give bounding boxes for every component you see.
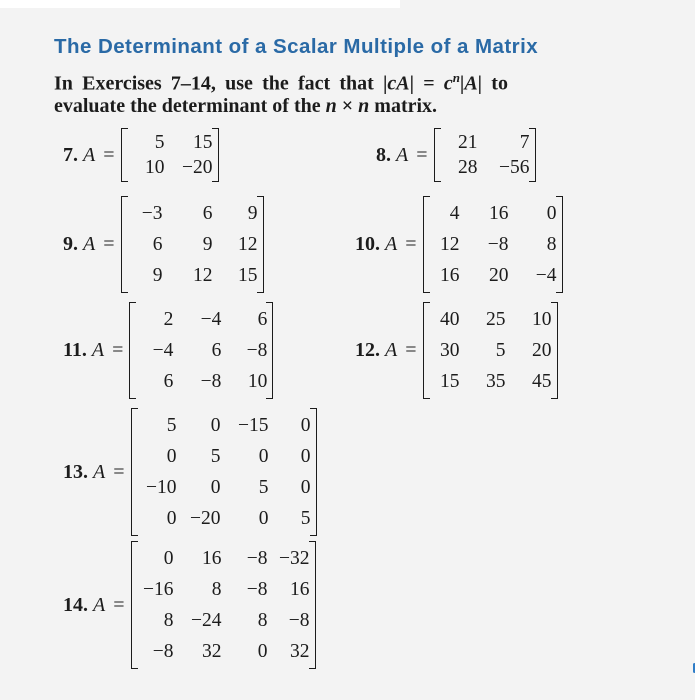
equals-sign: = bbox=[103, 143, 115, 166]
matrix-entry: 45 bbox=[532, 371, 552, 392]
exercise-8 bbox=[376, 128, 536, 182]
matrix-entry: 6 bbox=[152, 234, 163, 255]
matrix-entry: 16 bbox=[440, 265, 460, 286]
matrix-entry: 15 bbox=[193, 132, 213, 153]
matrix bbox=[423, 196, 563, 293]
matrix-entry: 0 bbox=[258, 446, 269, 467]
matrix-entry: 12 bbox=[193, 265, 213, 286]
equals-sign: = bbox=[103, 233, 115, 255]
matrix-entry: 5 bbox=[154, 132, 165, 153]
matrix-entry: −15 bbox=[238, 415, 269, 436]
matrix-entry: 0 bbox=[166, 446, 177, 467]
equals-sign: = bbox=[113, 460, 125, 483]
matrix-entry: 5 bbox=[210, 446, 221, 467]
matrix-entry: 35 bbox=[486, 371, 506, 392]
matrix-entry: −8 bbox=[246, 340, 268, 361]
top-strip bbox=[0, 0, 400, 8]
instructions-line-1: In Exercises 7–14, use the fact that $|cA| = c^n|A|$ to bbox=[54, 70, 508, 95]
matrix-entry: 0 bbox=[163, 548, 174, 569]
matrix-entry: 0 bbox=[166, 508, 177, 529]
matrix-entry: 21 bbox=[458, 132, 478, 153]
matrix-entry: −8 bbox=[246, 548, 268, 569]
matrix-entry: 4 bbox=[449, 203, 460, 224]
matrix-entry: 20 bbox=[532, 340, 552, 361]
matrix-entry: 0 bbox=[257, 641, 268, 662]
matrix-entry: 2 bbox=[163, 309, 174, 330]
matrix-entry: 5 bbox=[300, 508, 311, 529]
matrix-entry: 9 bbox=[247, 203, 258, 224]
matrix-entry: −20 bbox=[182, 157, 213, 178]
matrix-entry: −4 bbox=[200, 309, 222, 330]
matrix-entry: 8 bbox=[257, 610, 268, 631]
matrix-entry: 9 bbox=[202, 234, 213, 255]
matrix-entry: −16 bbox=[143, 579, 174, 600]
exercise-14 bbox=[63, 541, 316, 669]
matrix-entry: −3 bbox=[141, 203, 163, 224]
matrix-entry: −8 bbox=[246, 579, 268, 600]
matrix-entry: 28 bbox=[458, 157, 478, 178]
matrix-entry: 0 bbox=[210, 415, 221, 436]
equals-sign: = bbox=[113, 593, 125, 616]
matrix-entry: 0 bbox=[258, 508, 269, 529]
matrix-entry: 6 bbox=[257, 309, 268, 330]
exercise-label: 14. A bbox=[63, 593, 106, 616]
exercise-7 bbox=[63, 128, 219, 182]
matrix-entry: 6 bbox=[163, 371, 174, 392]
matrix bbox=[434, 128, 536, 182]
matrix-entry: −32 bbox=[279, 548, 310, 569]
matrix-entry: 30 bbox=[440, 340, 460, 361]
matrix-entry: −4 bbox=[152, 340, 174, 361]
matrix-entry: 15 bbox=[238, 265, 258, 286]
matrix-entry: −20 bbox=[190, 508, 221, 529]
matrix-entry: −8 bbox=[288, 610, 310, 631]
matrix-entry: 16 bbox=[290, 579, 310, 600]
matrix bbox=[131, 541, 316, 669]
matrix-entry: 0 bbox=[300, 477, 311, 498]
matrix-entry: 12 bbox=[440, 234, 460, 255]
equals-sign: = bbox=[112, 339, 124, 361]
matrix-entry: 6 bbox=[202, 203, 213, 224]
exercise-label: 13. A bbox=[63, 460, 106, 483]
matrix bbox=[129, 302, 273, 399]
instructions-line-2: evaluate the determinant of the n × n matrix. bbox=[54, 95, 438, 117]
matrix-entry: −8 bbox=[152, 641, 174, 662]
matrix-entry: 8 bbox=[163, 610, 174, 631]
matrix-entry: 6 bbox=[211, 340, 222, 361]
matrix-entry: 10 bbox=[247, 371, 268, 392]
matrix bbox=[121, 196, 264, 293]
matrix-entry: 0 bbox=[300, 446, 311, 467]
matrix-entry: 5 bbox=[166, 415, 177, 436]
matrix-entry: 15 bbox=[440, 371, 460, 392]
matrix-entry: 32 bbox=[290, 641, 310, 662]
matrix-entry: −4 bbox=[535, 265, 557, 286]
exercise-label: 10. A bbox=[355, 233, 398, 255]
textbook-page bbox=[0, 8, 695, 700]
matrix-entry: 10 bbox=[532, 309, 552, 330]
exercise-13 bbox=[63, 408, 317, 536]
matrix-entry: 8 bbox=[211, 579, 222, 600]
matrix-entry: 20 bbox=[489, 265, 509, 286]
section-title: The Determinant of a Scalar Multiple of a Matrix bbox=[54, 35, 539, 58]
exercise-9 bbox=[63, 196, 264, 293]
matrix-entry: 9 bbox=[152, 265, 163, 286]
exercise-label: 9. A bbox=[63, 233, 96, 255]
matrix-entry: 5 bbox=[258, 477, 269, 498]
exercise-label: 8. A bbox=[376, 143, 409, 166]
matrix-entry: 0 bbox=[300, 415, 311, 436]
matrix-entry: 16 bbox=[489, 203, 509, 224]
matrix-entry: 0 bbox=[546, 203, 557, 224]
exercise-12 bbox=[355, 302, 558, 399]
matrix-entry: 12 bbox=[238, 234, 258, 255]
exercise-label: 7. A bbox=[63, 143, 96, 166]
matrix-entry: 0 bbox=[210, 477, 221, 498]
matrix bbox=[131, 408, 317, 536]
matrix-entry: 32 bbox=[202, 641, 222, 662]
exercise-10 bbox=[355, 196, 563, 293]
matrix-entry: 10 bbox=[145, 157, 165, 178]
matrix-entry: −8 bbox=[487, 234, 509, 255]
exercise-label: 11. A bbox=[63, 339, 105, 361]
equals-sign: = bbox=[405, 233, 417, 255]
exercise-label: 12. A bbox=[355, 339, 398, 361]
matrix-entry: −56 bbox=[499, 157, 530, 178]
equals-sign: = bbox=[405, 339, 417, 361]
matrix-entry: 25 bbox=[486, 309, 506, 330]
matrix-entry: 7 bbox=[519, 132, 530, 153]
matrix-entry: 16 bbox=[202, 548, 222, 569]
matrix-entry: 8 bbox=[546, 234, 557, 255]
matrix-entry: 5 bbox=[495, 340, 506, 361]
matrix bbox=[121, 128, 219, 182]
equals-sign: = bbox=[416, 143, 428, 166]
exercise-11 bbox=[63, 302, 273, 399]
matrix bbox=[423, 302, 558, 399]
matrix-entry: −10 bbox=[146, 477, 177, 498]
matrix-entry: −8 bbox=[200, 371, 222, 392]
matrix-entry: 40 bbox=[440, 309, 460, 330]
matrix-entry: −24 bbox=[191, 610, 222, 631]
